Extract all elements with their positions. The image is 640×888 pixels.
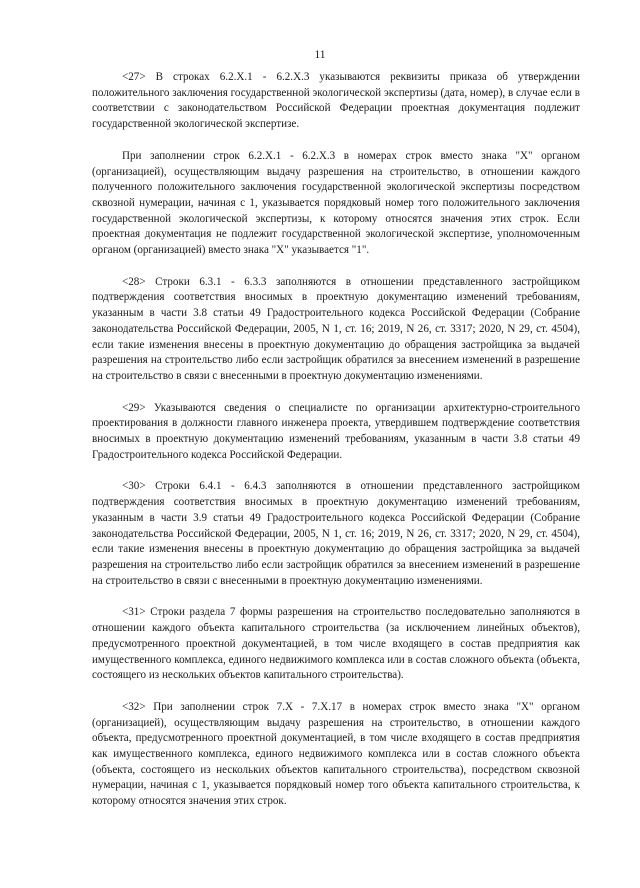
document-body — [92, 70, 580, 826]
footnote-32-paragraph: <32> При заполнении строк 7.Х - 7.Х.17 в номерах строк вместо знака "Х" органом (организацией), осуществляющим выдачу разрешения на строительство, в отношении каждого объекта, предусмотренного проектной документацией, в том числе входящего в состав предприятия как имущественного комплекса, единого недвижимого комплекса или в состав сложного объекта (объекта, состоящего из нескольких объектов капитального строительства), посредством сквозной нумерации, начиная с 1, указывается порядковый номер того объекта капитального строительства, к которому относятся значения этих строк. — [92, 700, 580, 808]
footnote-29-paragraph: <29> Указываются сведения о специалисте по организации архитектурно-строительного проектирования в должности главного инженера проекта, утвердившем подтверждение соответствия вносимых в проектную документацию изменений требованиям, указанным в части 3.8 статьи 49 Градостроительного кодекса Российской Федерации. — [92, 401, 580, 461]
footnote-28-paragraph: <28> Строки 6.3.1 - 6.3.3 заполняются в отношении представленного застройщиком подтверждения соответствия вносимых в проектную документацию изменений требованиям, указанным в части 3.8 статьи 49 Градостроительного кодекса Российской Федерации (Собрание законодательства Российской Федерации, 2005, N 1, ст. 16; 2019, N 26, ст. 3317; 2020, N 29, ст. 4504), если такие изменения внесены в проектную документацию до обращения застройщика за выдачей разрешения на строительство либо если застройщик обратился за внесением изменений в разрешение на строительство в связи с внесенными в проектную документацию изменениями. — [92, 275, 580, 382]
page-number: 11 — [314, 49, 326, 61]
footnote-27-continuation-paragraph: При заполнении строк 6.2.Х.1 - 6.2.Х.3 в номерах строк вместо знака "Х" органом (организацией), осуществляющим выдачу разрешения на строительство, в отношении каждого полученного положительного заключения государственной экологической экспертизы посредством сквозной нумерации, начиная с 1, указывается порядковый номер того положительного заключения государственной экологической экспертизы, к которому относятся значения этих строк. Если проектная документация не подлежит государственной экологической экспертизе, уполномоченным органом (организацией) вместо знака "Х" указывается "1". — [92, 149, 580, 257]
footnote-31-paragraph: <31> Строки раздела 7 формы разрешения на строительство последовательно заполняются в отношении каждого объекта капитального строительства (за исключением линейных объектов), предусмотренного проектной документацией, в том числе входящего в состав предприятия как имущественного комплекса, единого недвижимого комплекса или в состав сложного объекта (объекта, состоящего из нескольких объектов капитального строительства). — [92, 606, 580, 682]
footnote-27-paragraph: <27> В строках 6.2.Х.1 - 6.2.Х.3 указываются реквизиты приказа об утверждении положительного заключения государственной экологической экспертизы (дата, номер), в случае если в соответствии с законодательством Российской Федерации проектная документация подлежит государственной экологической экспертизе. — [92, 71, 580, 131]
footnote-30-paragraph: <30> Строки 6.4.1 - 6.4.3 заполняются в отношении представленного застройщиком подтверждения соответствия вносимых в проектную документацию изменений требованиям, указанным в части 3.9 статьи 49 Градостроительного кодекса Российской Федерации (Собрание законодательства Российской Федерации, 2005, N 1, ст. 16; 2019, N 26, ст. 3317; 2020, N 29, ст. 4504), если такие изменения внесены в проектную документацию до обращения застройщика за выдачей разрешения на строительство либо если застройщик обратился за внесением изменений в разрешение на строительство в связи с внесенными в проектную документацию изменениями. — [92, 480, 580, 587]
